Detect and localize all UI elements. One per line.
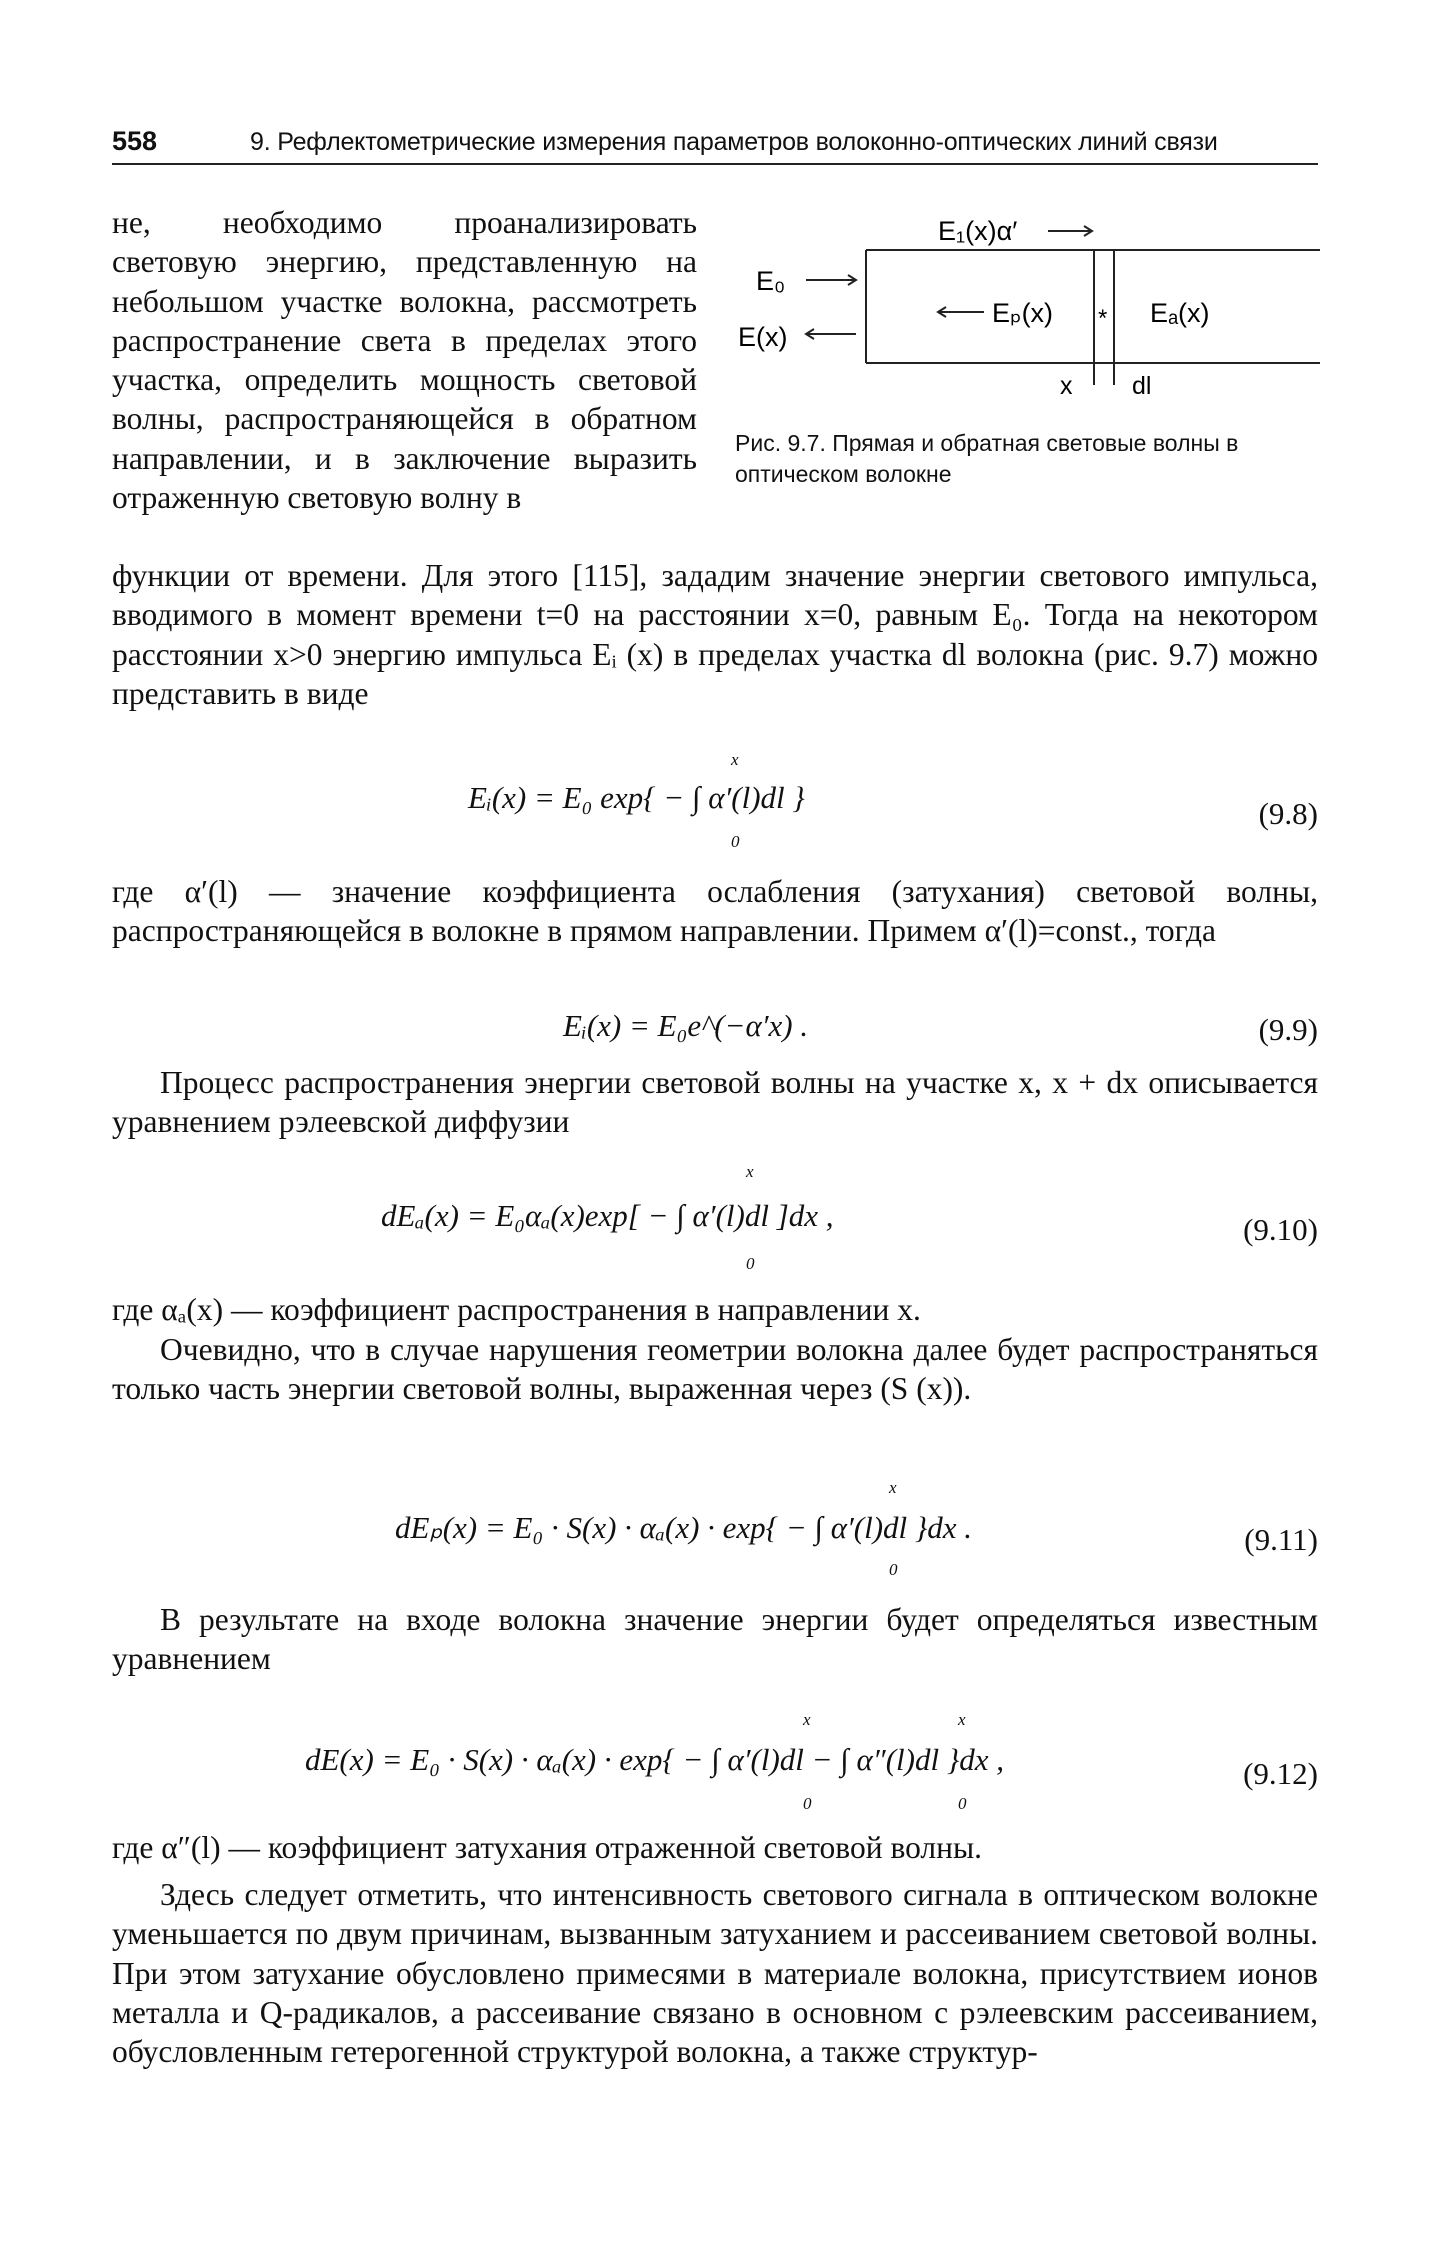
label-e1-alpha: E₁(x)α′ (938, 216, 1018, 246)
eq5-lower-limit-1: 0 (803, 1794, 812, 1813)
paragraph-8: Здесь следует отметить, что интенсивность светового сигнала в оптическом волокне уменьшается по двум причинам, вызванным затуханием и рассеиванием световой волны. При этом затухание обусловлено примесями в материале волокна, присутствием ионов металла и Q-радикалов, а рассеивание связано в основном с рэлеевским рассеиванием, обусловленным гетерогенной структурой волокна, а также структур- (112, 1877, 1318, 2070)
label-dl: dl (1132, 372, 1152, 400)
page-number: 558 (112, 126, 158, 156)
eq1-lower-limit: 0 (731, 832, 740, 851)
page-header (112, 126, 1318, 166)
eq3-lower-limit: 0 (746, 1254, 755, 1273)
eq4-lower-limit: 0 (889, 1560, 898, 1579)
eq1-upper-limit: x (731, 750, 739, 769)
equation-9-9: Eᵢ(x) = E₀e^(−α′x) . (563, 1008, 809, 1043)
paragraph-1: функции от времени. Для этого [115], зададим значение энергии светового импульса, вводимого в момент времени t=0 на расстоянии x=0, равным E₀. Тогда на некотором расстоянии x>0 энергию импульса Eᵢ (x) в пределах участка dl волокна (рис. 9.7) можно представить в виде (112, 558, 1318, 711)
running-title: 9. Рефлектометрические измерения параметров волоконно-оптических линий связи (250, 128, 1218, 156)
figure-caption: Рис. 9.7. Прямая и обратная световые волны в оптическом волокне (735, 430, 1239, 487)
label-e0: E₀ (756, 266, 786, 296)
equation-9-12: dE(x) = E₀ · S(x) · αₐ(x) · exp{ − ∫ α′(l)dl − ∫ α″(l)dl }dx , (305, 1742, 1004, 1777)
wrapped-column-text: не, необходимо проанализировать световую энергию, представленную на небольшом участке волокна, рассмотреть распространение света в пределах этого участка, определить мощность световой волны, распространяющейся в обратном направлении, и в заключение выразить отраженную световую волну в (112, 205, 697, 516)
equation-number-9-10: (9.10) (1243, 1212, 1318, 1247)
paragraph-7: где α″(l) — коэффициент затухания отраженной световой волны. (112, 1830, 983, 1865)
paragraph-2: где α′(l) — значение коэффициента ослабления (затухания) световой волны, распространяющейся в волокне в прямом направлении. Примем α′(l)=const., тогда (112, 874, 1318, 949)
paragraph-3: Процесс распространения энергии световой волны на участке x, x + dx описывается уравнением рэлеевской диффузии (112, 1065, 1318, 1140)
eq5-upper-limit-1: x (803, 1710, 811, 1729)
equation-number-9-11: (9.11) (1244, 1522, 1318, 1557)
label-ex: E(x) (738, 322, 788, 352)
equation-number-9-8: (9.8) (1258, 796, 1318, 831)
eq5-upper-limit-2: x (958, 1710, 966, 1729)
paragraph-6: В результате на входе волокна значение энергии будет определяться известным уравнением (112, 1602, 1318, 1677)
equation-9-8: Eᵢ(x) = E₀ exp{ − ∫ α′(l)dl } (468, 780, 805, 815)
eq4-upper-limit: x (889, 1478, 897, 1497)
equation-number-9-9: (9.9) (1258, 1012, 1318, 1047)
equation-number-9-12: (9.12) (1243, 1756, 1318, 1791)
header-rule (112, 163, 1318, 165)
eq3-upper-limit: x (746, 1162, 754, 1181)
equation-9-10: dEₐ(x) = E₀αₐ(x)exp[ − ∫ α′(l)dl ]dx , (381, 1198, 834, 1233)
fiber-diagram (720, 200, 1320, 430)
label-ep: Eₚ(x) (992, 298, 1054, 328)
equation-9-11: dEₚ(x) = E₀ · S(x) · αₐ(x) · exp{ − ∫ α′(l)dl }dx . (395, 1510, 973, 1545)
label-ed: Eₐ(x) (1150, 298, 1210, 328)
figure-9-7 (720, 200, 1320, 500)
label-x: x (1060, 372, 1073, 400)
label-star: * (1098, 305, 1108, 332)
paragraph-4: где αₐ(x) — коэффициент распространения в направлении x. (112, 1292, 921, 1327)
eq5-lower-limit-2: 0 (958, 1794, 967, 1813)
paragraph-5: Очевидно, что в случае нарушения геометрии волокна далее будет распространяться только часть энергии световой волны, выраженная через (S (x)). (112, 1332, 1318, 1407)
